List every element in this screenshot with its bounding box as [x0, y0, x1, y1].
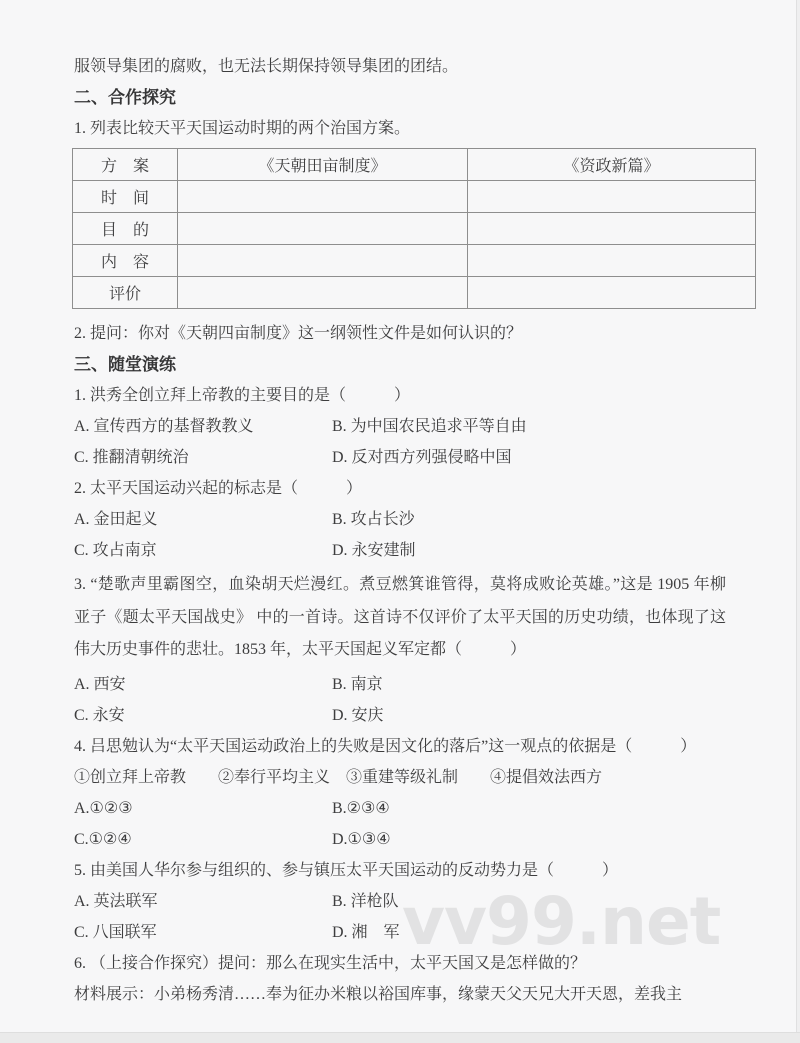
option-c: C. 永安	[74, 706, 125, 724]
option-a: A. 金田起义	[74, 511, 158, 528]
table-cell-empty	[178, 245, 468, 277]
question-block-2	[74, 476, 726, 564]
cooperative-item-1: 1. 列表比较天平天国运动时期的两个治国方案。	[74, 120, 411, 137]
question-numbered-items: ①创立拜上帝教 ②奉行平均主义 ③重建等级礼制 ④提倡效法西方	[74, 768, 603, 786]
option-c: C. 推翻清朝统治	[74, 449, 189, 466]
table-row-time	[73, 181, 756, 213]
option-c: C. 攻占南京	[74, 542, 157, 559]
option-a: A.①②③	[74, 799, 133, 817]
option-row	[74, 507, 726, 533]
comparison-table	[72, 148, 756, 309]
question-block-3	[74, 569, 726, 729]
table-header-row	[73, 149, 756, 181]
option-row	[74, 796, 726, 822]
option-row	[74, 827, 726, 853]
question-block-1	[74, 383, 726, 471]
option-a: A. 宣传西方的基督教教义	[74, 418, 254, 435]
table-cell-empty	[178, 213, 468, 245]
option-b: B. 攻占长沙	[332, 511, 415, 528]
option-row	[74, 414, 726, 440]
option-d: D. 安庆	[332, 706, 384, 724]
option-d: D. 湘 军	[332, 923, 400, 941]
table-label-evaluation: 评价	[73, 277, 178, 309]
table-label-time: 时 间	[73, 181, 178, 213]
table-cell-empty	[468, 181, 756, 213]
table-row-evaluation	[73, 277, 756, 309]
section-heading-cooperative-exploration: 二、合作探究	[74, 88, 176, 107]
intro-text: 服领导集团的腐败，也无法长期保持领导集团的团结。	[74, 58, 459, 75]
question-stem: 5. 由美国人华尔参与组织的、参与镇压太平天国运动的反动势力是（ ）	[74, 861, 619, 879]
question-stem: 3. “楚歌声里霸图空，血染胡天烂漫红。煮豆燃箕谁管得，莫将成败论英雄。”这是 1905 年柳亚子《题太平天国战史》 中的一首诗。这首诗不仅评价了太平天国的历史功绩，也体现了这伟大历史事件的悲壮。1853 年，太平天国起义军定都（ ）	[74, 576, 726, 658]
table-label-purpose: 目 的	[73, 213, 178, 245]
watermark-text: vv99.net	[402, 883, 721, 960]
table-row-content	[73, 245, 756, 277]
section-heading-classroom-practice: 三、随堂演练	[74, 355, 176, 374]
table-cell-empty	[178, 277, 468, 309]
option-row	[74, 445, 726, 471]
option-b: B. 南京	[332, 675, 383, 693]
table-cell-empty	[178, 181, 468, 213]
option-c: C. 八国联军	[74, 923, 157, 941]
page-edge-bottom	[0, 1032, 800, 1043]
question-stem: 1. 洪秀全创立拜上帝教的主要目的是（ ）	[74, 387, 411, 404]
question-stem: 2. 太平天国运动兴起的标志是（ ）	[74, 480, 363, 497]
question-stem: 6. （上接合作探究）提问：那么在现实生活中，太平天国又是怎样做的？	[74, 954, 587, 972]
option-c: C.①②④	[74, 830, 132, 848]
cooperative-item-2: 2. 提问：你对《天朝四亩制度》这一纲领性文件是如何认识的？	[74, 325, 523, 342]
material-display-text: 材料展示：小弟杨秀清……奉为征办米粮以裕国库事，缘蒙天父天兄大开天恩，差我主	[74, 985, 683, 1003]
option-row	[74, 920, 726, 946]
option-row	[74, 538, 726, 564]
option-d: D. 反对西方列强侵略中国	[332, 449, 512, 466]
option-b: B. 洋枪队	[332, 892, 399, 910]
question-block-4	[74, 734, 726, 853]
table-label-content: 内 容	[73, 245, 178, 277]
option-row	[74, 703, 726, 729]
question-block-6	[74, 951, 726, 977]
option-row	[74, 672, 726, 698]
option-d: D. 永安建制	[332, 542, 416, 559]
option-b: B.②③④	[332, 799, 390, 817]
table-cell-empty	[468, 277, 756, 309]
option-a: A. 西安	[74, 675, 126, 693]
table-header-zizheng-xinpian: 《资政新篇》	[468, 149, 756, 181]
table-row-purpose	[73, 213, 756, 245]
table-cell-empty	[468, 245, 756, 277]
option-b: B. 为中国农民追求平等自由	[332, 418, 527, 435]
option-d: D.①③④	[332, 830, 391, 848]
option-row	[74, 889, 726, 915]
table-header-scheme: 方 案	[73, 149, 178, 181]
question-block-5	[74, 858, 726, 946]
table-cell-empty	[468, 213, 756, 245]
worksheet-content	[74, 54, 726, 1013]
page-edge-right	[796, 0, 800, 1043]
question-stem: 4. 吕思勉认为“太平天国运动政治上的失败是因文化的落后”这一观点的依据是（ ）	[74, 737, 697, 755]
option-a: A. 英法联军	[74, 892, 158, 910]
table-header-tianchao-system: 《天朝田亩制度》	[178, 149, 468, 181]
